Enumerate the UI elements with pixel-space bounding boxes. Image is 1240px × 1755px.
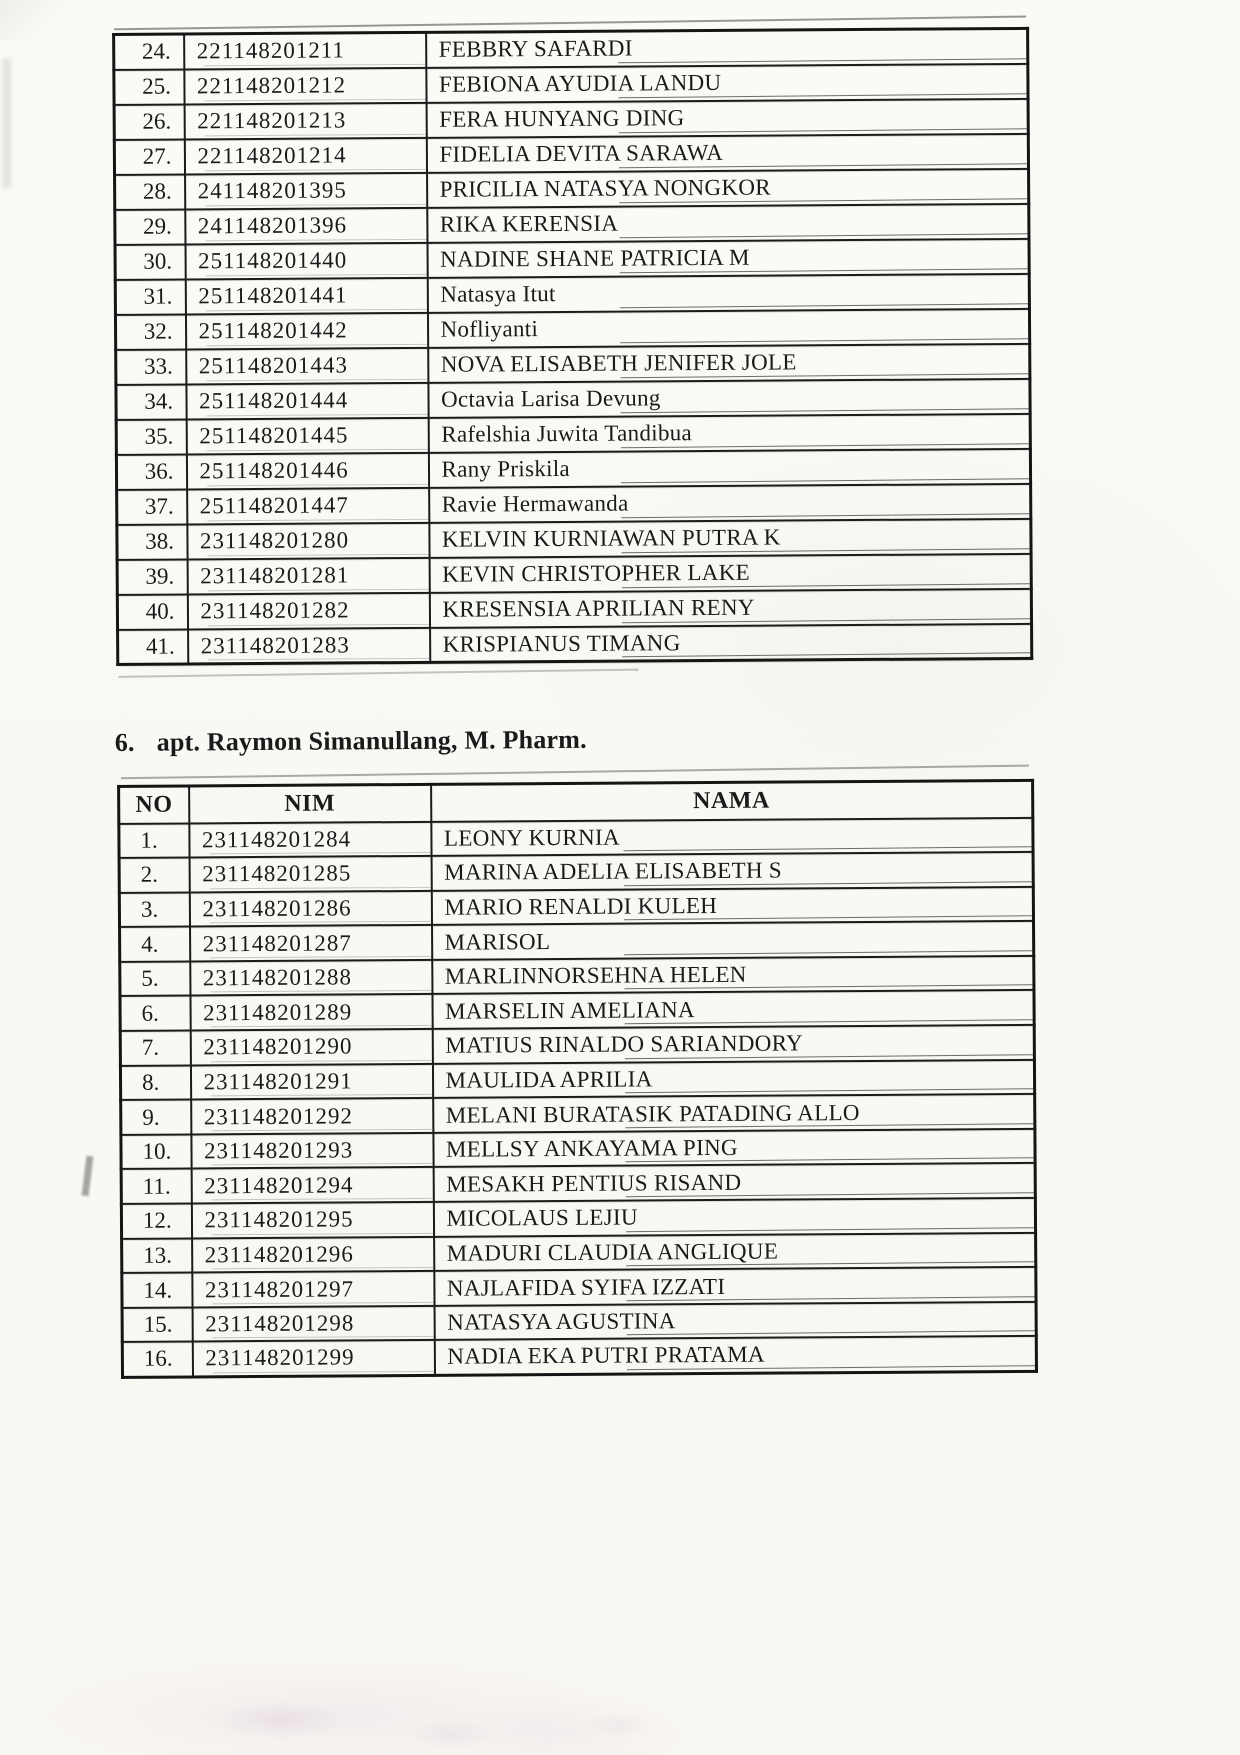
cell-nama: MARISOL xyxy=(432,921,1034,960)
cell-nim: 251148201447 xyxy=(187,487,429,524)
cell-no: 14. xyxy=(122,1273,192,1308)
cell-nim: 231148201281 xyxy=(187,557,429,594)
table-row xyxy=(115,238,1029,279)
section-number: 6. xyxy=(114,727,135,757)
table-header-row xyxy=(119,780,1033,823)
table-row xyxy=(116,448,1030,489)
cell-nim: 221148201213 xyxy=(184,102,426,139)
cell-no: 36. xyxy=(116,454,186,489)
cell-nim: 221148201212 xyxy=(184,67,426,104)
cell-nama: KRESENSIA APRILIAN RENY xyxy=(429,588,1031,627)
table-row xyxy=(117,483,1031,524)
cell-no: 31. xyxy=(115,279,185,314)
cell-nama: Octavia Larisa Devung xyxy=(428,378,1030,417)
cell-nim: 231148201297 xyxy=(192,1271,434,1307)
cell-nama: Ravie Hermawanda xyxy=(429,483,1031,522)
cell-nim: 221148201211 xyxy=(184,32,426,69)
cell-nim: 231148201299 xyxy=(192,1340,434,1376)
cell-no: 13. xyxy=(122,1238,192,1273)
cell-no: 9. xyxy=(121,1100,191,1135)
student-table-continued xyxy=(112,27,1033,666)
cell-nim: 251148201440 xyxy=(185,242,427,279)
cell-nama: LEONY KURNIA xyxy=(431,817,1033,856)
section-heading xyxy=(115,726,587,758)
cell-nama: KELVIN KURNIAWAN PUTRA K xyxy=(429,518,1031,557)
cell-no: 30. xyxy=(115,244,185,279)
cell-nim: 231148201288 xyxy=(190,960,432,996)
student-table-lecturer xyxy=(117,779,1038,1379)
cell-no: 41. xyxy=(118,629,188,664)
cell-nama: FEBIONA AYUDIA LANDU xyxy=(426,63,1028,102)
cell-nim: 231148201286 xyxy=(189,891,431,927)
cell-nim: 231148201298 xyxy=(192,1306,434,1342)
cell-no: 3. xyxy=(119,892,189,927)
table-row xyxy=(114,28,1028,69)
cell-nama: KRISPIANUS TIMANG xyxy=(430,623,1032,662)
student-table-lecturer-body xyxy=(119,817,1037,1377)
cell-nama: Nofliyanti xyxy=(427,308,1029,347)
header-nim: NIM xyxy=(189,784,431,823)
cell-no: 26. xyxy=(114,104,184,139)
cell-nama: NADINE SHANE PATRICIA M xyxy=(427,238,1029,277)
cell-nim: 251148201443 xyxy=(186,347,428,384)
table-row xyxy=(118,623,1032,664)
cell-nim: 231148201292 xyxy=(191,1098,433,1134)
student-table-continued-body xyxy=(114,28,1032,664)
cell-no: 16. xyxy=(122,1342,192,1377)
table-row xyxy=(116,413,1030,454)
cell-nama: NATASYA AGUSTINA xyxy=(434,1302,1036,1341)
section-title: apt. Raymon Simanullang, M. Pharm. xyxy=(156,724,587,757)
table-row xyxy=(117,518,1031,559)
table-header xyxy=(119,780,1033,823)
cell-no: 32. xyxy=(115,314,185,349)
scan-artifact xyxy=(118,669,638,678)
header-no: NO xyxy=(119,786,189,823)
cell-nama: MATIUS RINALDO SARIANDORY xyxy=(432,1025,1034,1064)
cell-no: 5. xyxy=(120,961,190,996)
table-row xyxy=(115,203,1029,244)
cell-nim: 231148201284 xyxy=(189,821,431,857)
cell-nama: MESAKH PENTIUS RISAND xyxy=(433,1163,1035,1202)
cell-nama: MARIO RENALDI KULEH xyxy=(431,887,1033,926)
cell-nim: 231148201290 xyxy=(190,1029,432,1065)
scan-artifact xyxy=(121,765,1029,780)
cell-nama: FIDELIA DEVITA SARAWA xyxy=(426,133,1028,172)
cell-nama: MADURI CLAUDIA ANGLIQUE xyxy=(434,1232,1036,1271)
cell-nim: 231148201287 xyxy=(190,925,432,961)
cell-nim: 231148201295 xyxy=(191,1202,433,1238)
cell-nama: Rany Priskila xyxy=(428,448,1030,487)
cell-nim: 231148201283 xyxy=(188,627,430,664)
table-row xyxy=(116,378,1030,419)
cell-no: 27. xyxy=(114,139,184,174)
cell-nama: MAULIDA APRILIA xyxy=(432,1060,1034,1099)
cell-no: 15. xyxy=(122,1307,192,1342)
cell-no: 40. xyxy=(117,594,187,629)
table-row xyxy=(114,133,1028,174)
cell-nim: 231148201296 xyxy=(192,1236,434,1272)
cell-nim: 251148201445 xyxy=(186,417,428,454)
cell-nim: 231148201285 xyxy=(189,856,431,892)
table-row xyxy=(122,1336,1036,1377)
cell-nama: FEBBRY SAFARDI xyxy=(426,28,1028,67)
cell-no: 6. xyxy=(120,996,190,1031)
cell-no: 10. xyxy=(121,1134,191,1169)
cell-nama: PRICILIA NATASYA NONGKOR xyxy=(427,168,1029,207)
cell-nama: MARLINNORSEHNA HELEN xyxy=(432,956,1034,995)
cell-nim: 231148201289 xyxy=(190,994,432,1030)
table-row xyxy=(116,343,1030,384)
cell-nama: Natasya Itut xyxy=(427,273,1029,312)
cell-nim: 251148201444 xyxy=(186,382,428,419)
table-row xyxy=(115,273,1029,314)
cell-no: 2. xyxy=(119,858,189,893)
cell-nim: 251148201441 xyxy=(185,277,427,314)
cell-nama: RIKA KERENSIA xyxy=(427,203,1029,242)
cell-nama: MICOLAUS LEJIU xyxy=(433,1198,1035,1237)
cell-nama: MELLSY ANKAYAMA PING xyxy=(433,1129,1035,1168)
cell-nim: 231148201282 xyxy=(187,592,429,629)
cell-no: 11. xyxy=(121,1169,191,1204)
cell-no: 7. xyxy=(120,1031,190,1066)
cell-nama: NOVA ELISABETH JENIFER JOLE xyxy=(428,343,1030,382)
cell-nama: MELANI BURATASIK PATADING ALLO xyxy=(433,1094,1035,1133)
cell-nim: 241148201396 xyxy=(185,207,427,244)
cell-no: 37. xyxy=(117,489,187,524)
cell-nim: 231148201280 xyxy=(187,522,429,559)
cell-nim: 251148201442 xyxy=(185,312,427,349)
cell-nim: 231148201291 xyxy=(190,1064,432,1100)
cell-no: 12. xyxy=(121,1203,191,1238)
cell-no: 33. xyxy=(116,349,186,384)
cell-no: 8. xyxy=(120,1065,190,1100)
cell-no: 4. xyxy=(120,927,190,962)
cell-no: 1. xyxy=(119,823,189,858)
cell-nama: KEVIN CHRISTOPHER LAKE xyxy=(429,553,1031,592)
cell-no: 34. xyxy=(116,384,186,419)
cell-no: 24. xyxy=(114,34,184,69)
table-row xyxy=(117,588,1031,629)
cell-nama: NADIA EKA PUTRI PRATAMA xyxy=(434,1336,1036,1375)
cell-nim: 231148201293 xyxy=(191,1133,433,1169)
table-row xyxy=(117,553,1031,594)
cell-nama: NAJLAFIDA SYIFA IZZATI xyxy=(434,1267,1036,1306)
cell-no: 38. xyxy=(117,524,187,559)
table-row xyxy=(114,98,1028,139)
cell-no: 25. xyxy=(114,69,184,104)
cell-nama: MARSELIN AMELIANA xyxy=(432,990,1034,1029)
cell-nama: MARINA ADELIA ELISABETH S xyxy=(431,852,1033,891)
table-row xyxy=(115,308,1029,349)
cell-nim: 221148201214 xyxy=(184,137,426,174)
table-row xyxy=(115,168,1029,209)
cell-no: 28. xyxy=(115,174,185,209)
header-nama: NAMA xyxy=(431,780,1033,821)
cell-no: 39. xyxy=(117,559,187,594)
cell-nim: 251148201446 xyxy=(186,452,428,489)
cell-no: 29. xyxy=(115,209,185,244)
cell-nim: 231148201294 xyxy=(191,1167,433,1203)
cell-nama: FERA HUNYANG DING xyxy=(426,98,1028,137)
cell-nama: Rafelshia Juwita Tandibua xyxy=(428,413,1030,452)
table-row xyxy=(114,63,1028,104)
cell-nim: 241148201395 xyxy=(185,172,427,209)
cell-no: 35. xyxy=(116,419,186,454)
